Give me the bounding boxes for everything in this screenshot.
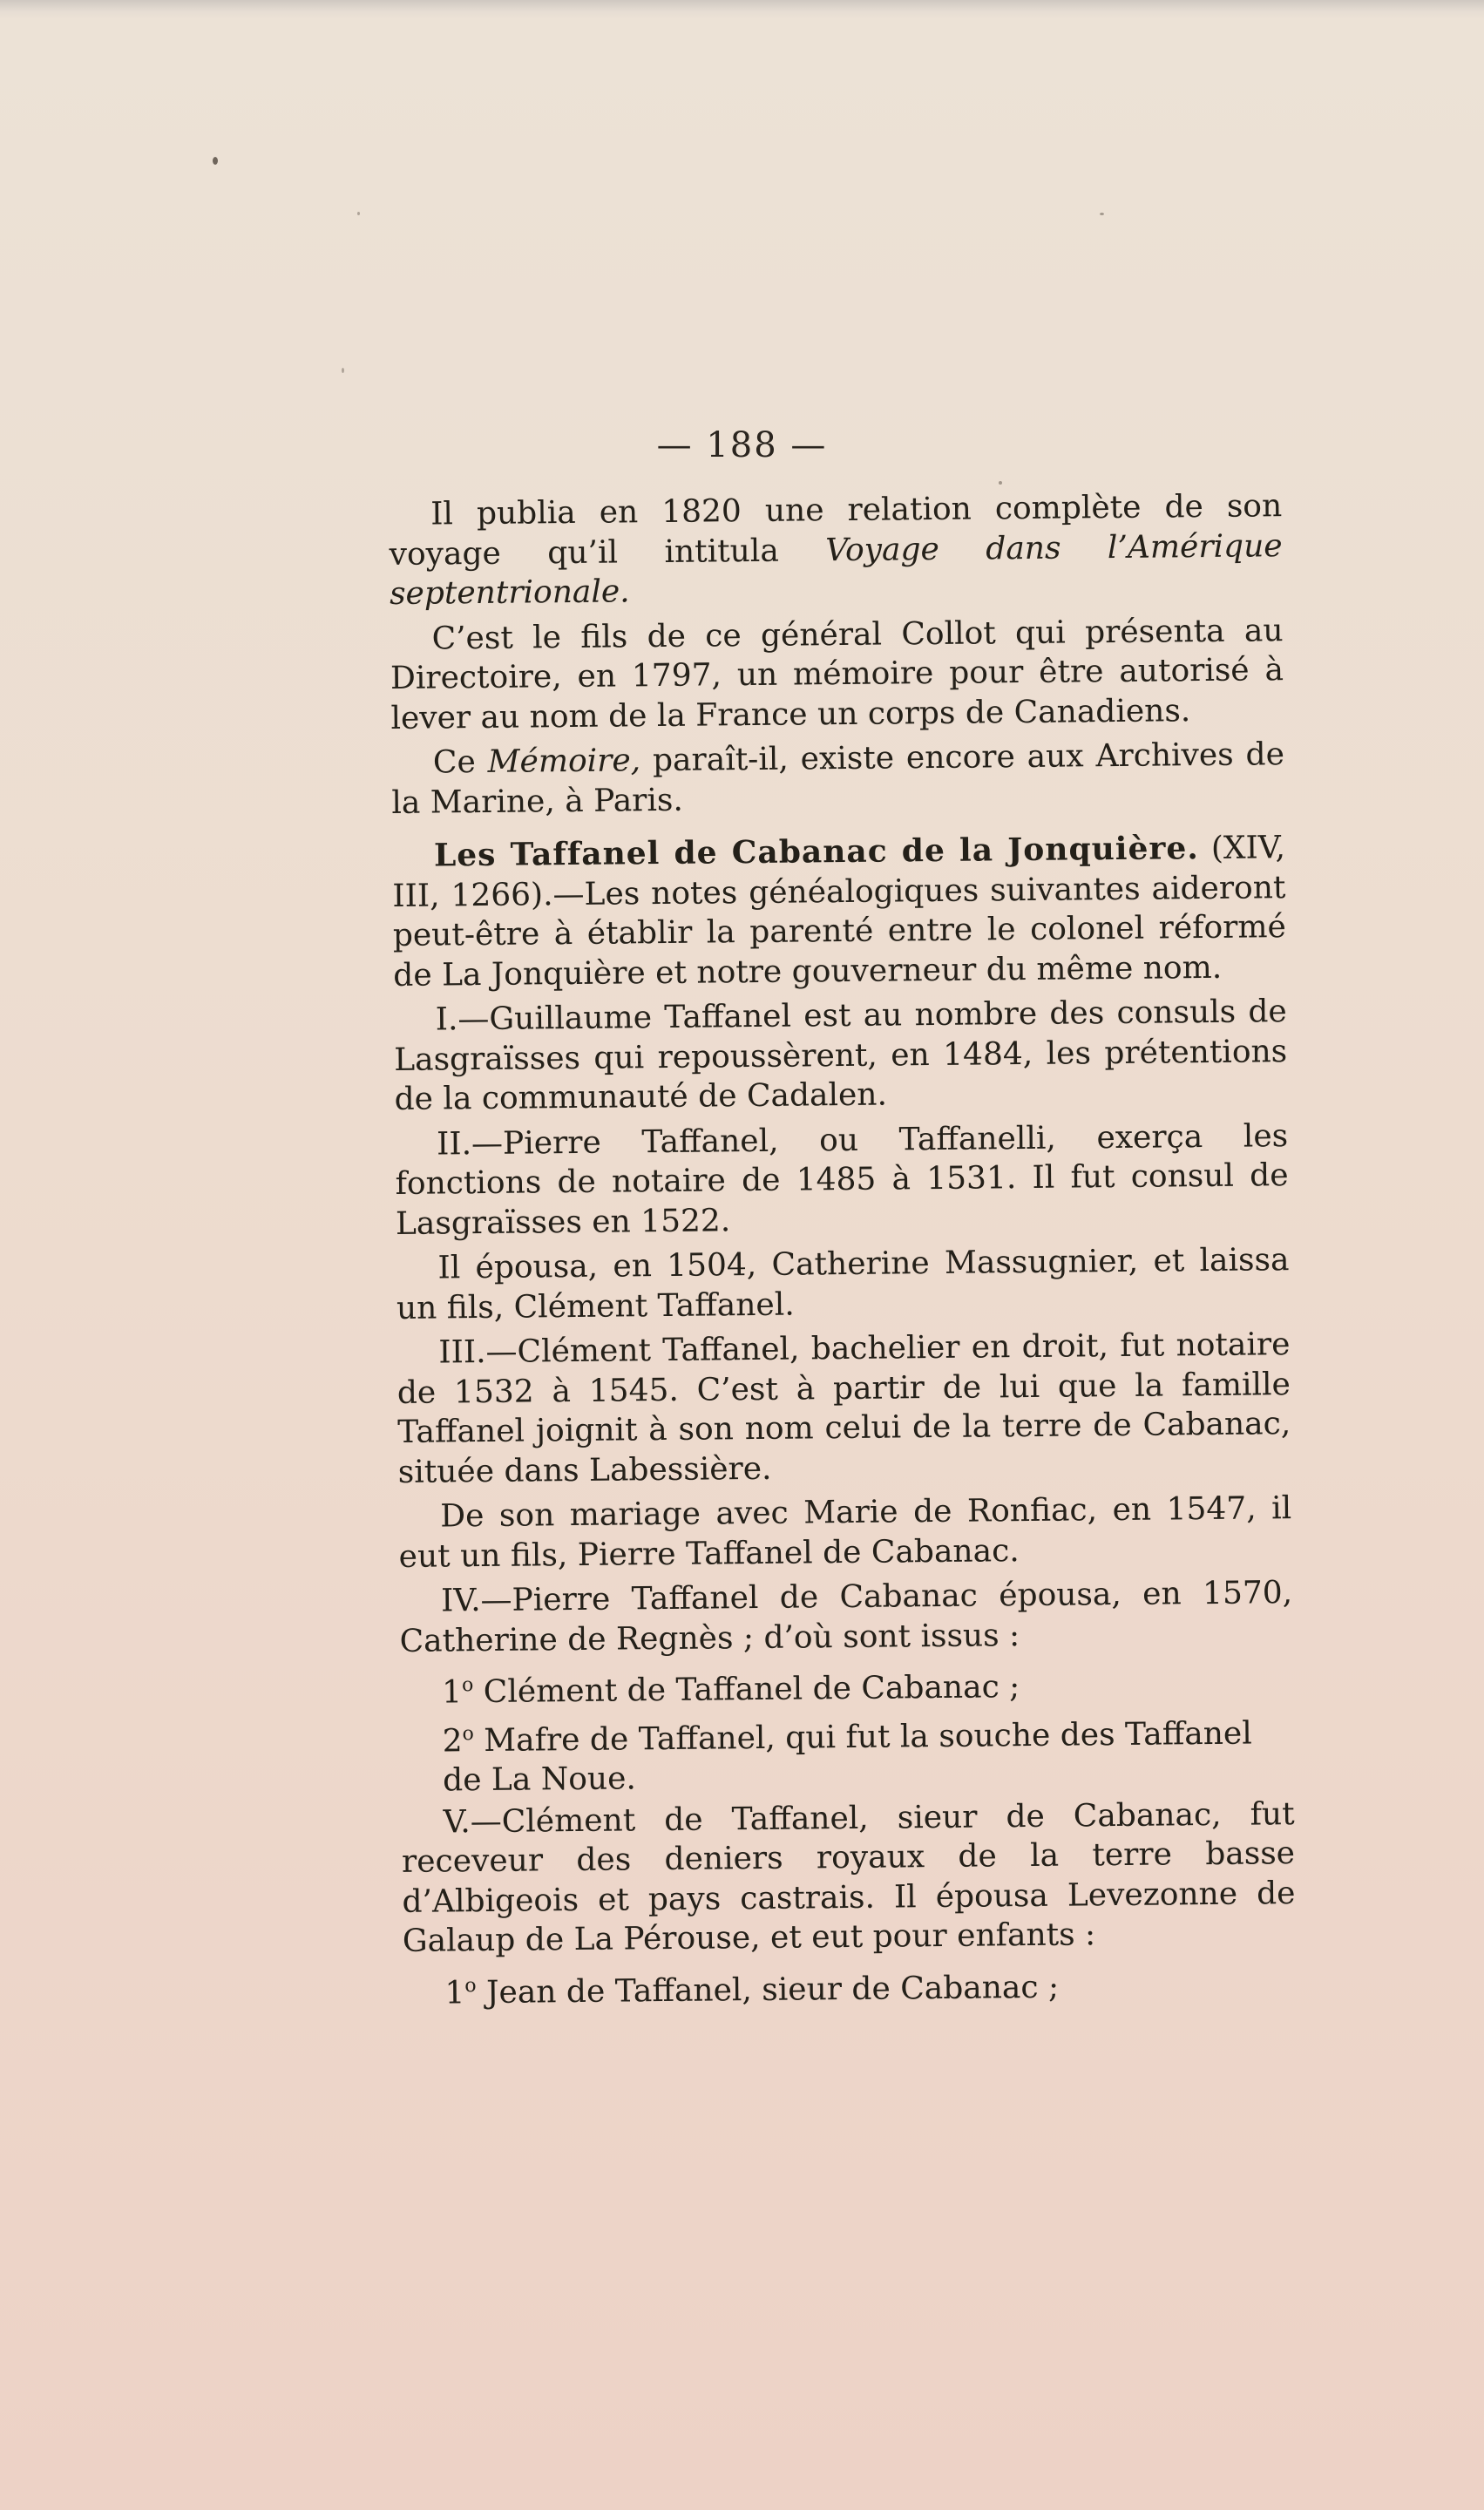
text-run: paraît-il, existe encore aux Archives de la Marine, à Paris. (391, 736, 1285, 821)
paragraph (396, 1325, 1291, 1492)
scan-top-edge (0, 0, 1484, 19)
paragraph (399, 1573, 1293, 1661)
paragraph (401, 1794, 1296, 1962)
paragraph (395, 1116, 1289, 1244)
paper-speck (357, 212, 360, 215)
text-run: I.—Guillaume Taffanel est au nombre des consuls de Lasgraïsses qui repoussèrent, en 1484, les prétentions de la communauté de Cadalen. (394, 994, 1288, 1117)
text-run: 2 (442, 1722, 463, 1759)
text-run: Il publia en 1820 une relation complète de son voyage qu’il intitula (389, 488, 1283, 573)
text-run: IV.—Pierre Taffanel de Cabanac épousa, en 1570, Catherine de Regnès ; d’où sont issus : (399, 1575, 1293, 1659)
text-run: III.—Clément Taffanel, bachelier en droit, fut notaire de 1532 à 1545. C’est à partir de lui que la famille Taffanel joignit à son nom celui de la terre de Cabanac, située dans Labessière. (396, 1326, 1291, 1490)
list-item (400, 1658, 1293, 1713)
text-run: C’est le fils de ce général Collot qui présenta au Directoire, en 1797, un mémoire pour être autorisé à lever au nom de la France un corps de Canadiens. (390, 612, 1284, 736)
list-item (400, 1706, 1294, 1801)
text-run: 1 (444, 1974, 465, 2011)
paragraph (389, 486, 1283, 614)
paper-speck (999, 481, 1002, 485)
paragraph (396, 1240, 1290, 1328)
text-run: Ce (432, 743, 488, 781)
paragraph (392, 828, 1287, 995)
text-run: Mafre de Taffanel, qui fut la souche des Taffanel de La Noue. (442, 1715, 1252, 1799)
ordinal-superscript: o (462, 1722, 474, 1745)
text-run: (XIV, III, 1266).—Les notes généalogiques suivantes aideront peut-être à établir la parenté entre le colonel réformé de La Jonquière et notre gouverneur du même nom. (392, 830, 1287, 994)
list-item (403, 1958, 1296, 2013)
text-run: De son mariage avec Marie de Ronfiac, en 1547, il eut un fils, Pierre Taffanel de Cabanac. (398, 1490, 1292, 1575)
body-text (389, 486, 1297, 2015)
paragraph (391, 735, 1285, 823)
italic-text: Voyage dans l’Amérique septentrionale. (389, 527, 1283, 612)
ordinal-superscript: o (461, 1674, 474, 1697)
text-run: Il épousa, en 1504, Catherine Massugnier, et laissa un fils, Clément Taffanel. (396, 1242, 1290, 1326)
paper-speck (213, 157, 218, 165)
paper-speck (342, 368, 344, 373)
italic-text: Mémoire, (487, 743, 641, 780)
text-run: V.—Clément de Taffanel, sieur de Cabanac, fut receveur des deniers royaux de la terre basse d’Albigeois et pays castrais. Il épousa Levezonne de Galaup de La Pérouse, et eut pour enfants : (401, 1795, 1296, 1959)
ordinal-superscript: o (464, 1974, 477, 1997)
paragraph (394, 992, 1288, 1119)
section-heading: Les Taffanel de Cabanac de la Jonquière. (433, 830, 1199, 874)
text-run: II.—Pierre Taffanel, ou Taffanelli, exerça les fonctions de notaire de 1485 à 1531. Il fut consul de Lasgraïsses en 1522. (395, 1117, 1289, 1242)
text-run: Jean de Taffanel, sieur de Cabanac ; (476, 1969, 1060, 2011)
paper-speck (1100, 213, 1104, 215)
page-number: — 188 — (656, 425, 828, 465)
text-run: Clément de Taffanel de Cabanac ; (473, 1669, 1020, 1711)
text-run: 1 (441, 1674, 463, 1711)
paragraph (390, 611, 1284, 738)
paragraph (398, 1489, 1292, 1577)
